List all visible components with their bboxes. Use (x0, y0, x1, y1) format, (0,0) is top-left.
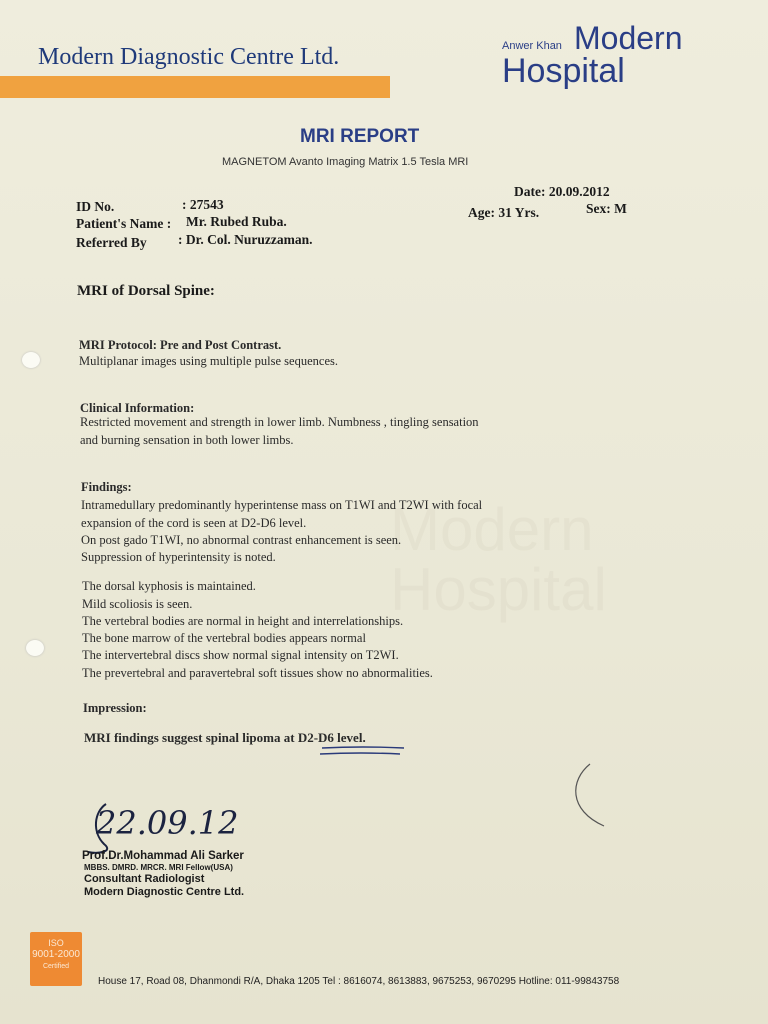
radiologist-title: Consultant Radiologist (84, 873, 205, 885)
findings-line: On post gado T1WI, no abnormal contrast enhancement is seen. (81, 533, 402, 547)
impression-heading: Impression: (83, 701, 147, 715)
findings-line: The prevertebral and paravertebral soft tissues show no abnormalities. (82, 666, 433, 680)
findings-line: The bone marrow of the vertebral bodies appears normal (82, 631, 366, 645)
handwritten-underline (318, 744, 408, 758)
logo-hospital-text: Hospital (502, 52, 625, 90)
pen-mark (560, 760, 620, 830)
radiologist-name: Prof.Dr.Mohammad Ali Sarker (82, 850, 244, 862)
radiologist-degrees: MBBS. DMRD. MRCR. MRI Fellow(USA) (84, 863, 233, 872)
iso-label: ISO (48, 938, 64, 948)
punch-hole (22, 352, 40, 368)
patient-name-label: Patient's Name : (76, 216, 172, 231)
logo-owner-text: Anwer Khan (502, 40, 562, 52)
punch-hole (26, 640, 44, 656)
findings-line: Suppression of hyperintensity is noted. (81, 550, 276, 564)
clinical-heading: Clinical Information: (80, 401, 195, 415)
report-date: Date: 20.09.2012 (514, 184, 610, 199)
protocol-line: Multiplanar images using multiple pulse sequences. (79, 354, 338, 368)
iso-number: 9001-2000 (32, 949, 80, 960)
iso-badge (30, 932, 82, 986)
report-subtitle: MAGNETOM Avanto Imaging Matrix 1.5 Tesla MRI (222, 156, 469, 168)
impression-text: MRI findings suggest spinal lipoma at D2-D6 level. (84, 730, 366, 745)
logo-modern-text: Modern (574, 20, 683, 56)
findings-line: expansion of the cord is seen at D2-D6 level. (81, 516, 307, 530)
clinical-line: Restricted movement and strength in lower limb. Numbness , tingling sensation (80, 415, 479, 429)
radiologist-org: Modern Diagnostic Centre Ltd. (84, 886, 245, 898)
patient-name-value: Mr. Rubed Ruba. (186, 214, 287, 229)
clinic-name: Modern Diagnostic Centre Ltd. (38, 44, 340, 70)
findings-heading: Findings: (81, 480, 132, 494)
study-title: MRI of Dorsal Spine: (77, 283, 215, 299)
patient-age: Age: 31 Yrs. (468, 205, 540, 220)
header-accent-bar (0, 76, 390, 98)
id-label: ID No. (76, 199, 115, 214)
findings-line: Mild scoliosis is seen. (82, 597, 193, 611)
referred-by-value: : Dr. Col. Nuruzzaman. (178, 232, 313, 247)
findings-line: The intervertebral discs show normal signal intensity on T2WI. (82, 648, 399, 662)
patient-sex: Sex: M (586, 201, 627, 216)
clinical-line: and burning sensation in both lower limbs. (80, 433, 294, 447)
findings-line: The vertebral bodies are normal in height and interrelationships. (82, 614, 404, 628)
watermark: Modern Hospital (390, 496, 607, 623)
iso-certified: Certified (42, 963, 70, 970)
report-title: MRI REPORT (300, 126, 420, 147)
referred-by-label: Referred By (76, 235, 147, 250)
findings-line: Intramedullary predominantly hyperintense mass on T1WI and T2WI with focal (81, 498, 483, 512)
signature-date: 22.09.12 (96, 804, 239, 842)
findings-line: The dorsal kyphosis is maintained. (82, 579, 256, 593)
id-value: : 27543 (182, 197, 224, 212)
protocol-heading: MRI Protocol: Pre and Post Contrast. (79, 338, 282, 352)
footer-address: House 17, Road 08, Dhanmondi R/A, Dhaka 1205 Tel : 8616074, 8613883, 9675253, 9670295 Hotline: 011-99843758 (98, 976, 620, 987)
